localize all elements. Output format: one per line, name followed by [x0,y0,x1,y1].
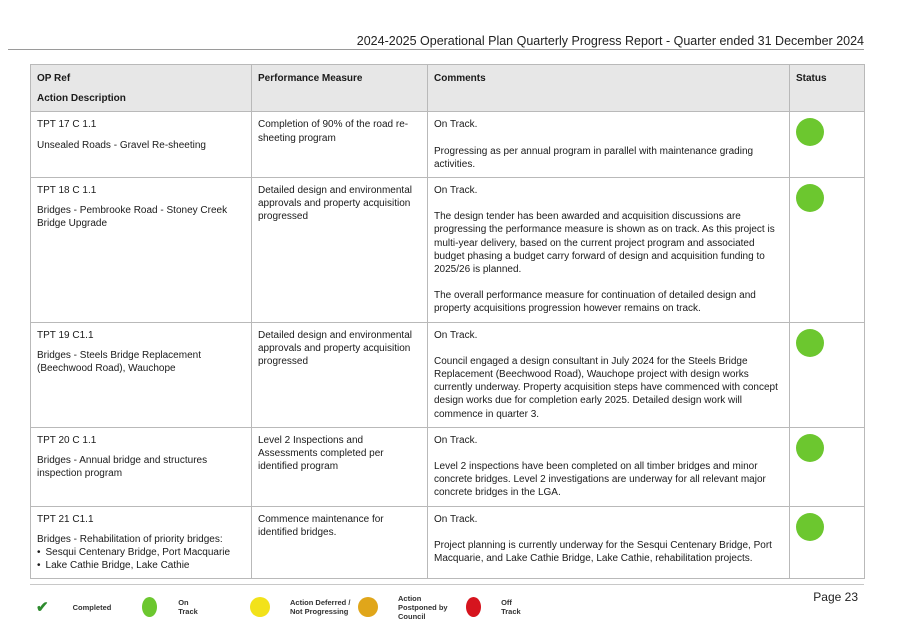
legend-on-track [142,593,203,621]
op-ref-cell [31,506,252,579]
op-ref: TPT 21 C1.1 [37,513,94,525]
column-header-performance-measure: Performance Measure [252,65,428,112]
bridge-list [37,546,245,572]
table-row [31,427,865,506]
comment-paragraph: On Track. [434,513,478,525]
comment-paragraph: On Track. [434,119,478,131]
status-dot-icon [796,184,824,212]
green-dot-icon [142,597,157,617]
column-header-comments: Comments [428,65,790,112]
legend-label: Action Deferred / Not Progressing [290,598,351,616]
performance-measure: Commence maintenance for identified bridges. [252,506,428,579]
legend-deferred [250,593,356,621]
comment-paragraph: The overall performance measure for continuation of detailed design and property acquisitions progression however remains on track. [434,290,756,315]
legend-label: Completed [72,602,112,612]
action-description: Unsealed Roads - Gravel Re-sheeting [37,139,206,151]
status-dot-icon [796,118,824,146]
action-description: Bridges - Steels Bridge Replacement (Beechwood Road), Wauchope [37,349,201,375]
red-dot-icon [466,597,481,617]
action-description: Bridges - Pembrooke Road - Stoney Creek Bridge Upgrade [37,205,228,230]
table-row [31,178,865,323]
performance-measure: Completion of 90% of the road re-sheeting program [252,112,428,178]
op-ref: TPT 17 C 1.1 [37,119,97,131]
comment-paragraph: The design tender has been awarded and acquisition discussions are progressing the performance measure is shown as on track. As this project is multi-year delivery, based on the current project program and associated budget phasing a budget carry forward of design and acquisition funding to 2025/26 is planned. [434,211,775,276]
progress-table [30,64,865,579]
status-dot-icon [796,329,824,357]
column-header-status: Status [790,65,865,112]
orange-dot-icon [358,597,378,617]
comments-cell [428,322,790,427]
status-cell [790,506,865,579]
op-ref-header-label: OP Ref [37,73,71,84]
action-description-header-label: Action Description [37,93,126,105]
op-ref: TPT 18 C 1.1 [37,185,97,197]
op-ref-cell [31,427,252,506]
comments-cell [428,178,790,323]
comment-paragraph: On Track. [434,185,478,197]
table-row [31,322,865,427]
check-icon: ✔ [36,599,49,616]
status-cell [790,322,865,427]
performance-measure: Level 2 Inspections and Assessments completed per identified program [252,427,428,506]
action-description: Bridges - Rehabilitation of priority bridges: [37,533,223,545]
legend-postponed [358,593,450,621]
op-ref-cell [31,178,252,323]
op-ref: TPT 20 C 1.1 [37,434,97,446]
table-row [31,506,865,579]
op-ref-cell [31,322,252,427]
comments-cell [428,427,790,506]
legend-label: On Track [178,598,198,616]
performance-measure: Detailed design and environmental approvals and property acquisition progressed [252,322,428,427]
table-row [31,112,865,178]
comment-paragraph: Progressing as per annual program in parallel with maintenance grading activities. [434,145,754,170]
comment-paragraph: Level 2 inspections have been completed on all timber bridges and minor concrete bridges. Level 2 investigations are underway for all relevant major concrete bridges in the LGA. [434,461,766,499]
comment-paragraph: On Track. [434,329,478,341]
status-dot-icon [796,513,824,541]
op-ref: TPT 19 C1.1 [37,329,94,341]
comment-paragraph: Council engaged a design consultant in July 2024 for the Steels Bridge Replacement (Beechwood Road), Wauchope project with design works currently underway. Property acquisition steps have commenced with concept design works due for completion early 2025. Detailed design work will commence in quarter 3. [434,355,778,420]
status-cell [790,427,865,506]
status-cell [790,112,865,178]
comments-cell [428,112,790,178]
comment-paragraph: On Track. [434,434,478,446]
status-cell [790,178,865,323]
footer-divider [30,584,864,585]
op-ref-cell [31,112,252,178]
status-dot-icon [796,434,824,462]
bridge-list-item: • Lake Cathie Bridge, Lake Cathie [37,559,245,572]
report-title: 2024-2025 Operational Plan Quarterly Progress Report - Quarter ended 31 December 2024 [356,34,864,48]
legend-label: Off Track [501,598,521,616]
bridge-list-item: • Sesqui Centenary Bridge, Port Macquarie [37,546,245,559]
comments-cell [428,506,790,579]
legend-off-track [466,593,526,621]
header-divider [8,49,864,50]
yellow-dot-icon [250,597,270,617]
table-header-row [31,65,865,112]
legend-label: Action Postponed by Council [398,593,448,621]
action-description: Bridges - Annual bridge and structures inspection program [37,455,208,480]
page-number: Page 23 [813,590,858,604]
column-header-op-ref [31,65,252,112]
legend-completed [36,593,111,621]
comment-paragraph: Project planning is currently underway for the Sesqui Centenary Bridge, Port Macquarie, and Lake Cathie Bridge, Lake Cathie, rehabilitation projects. [434,539,772,565]
performance-measure: Detailed design and environmental approvals and property acquisition progressed [252,178,428,323]
